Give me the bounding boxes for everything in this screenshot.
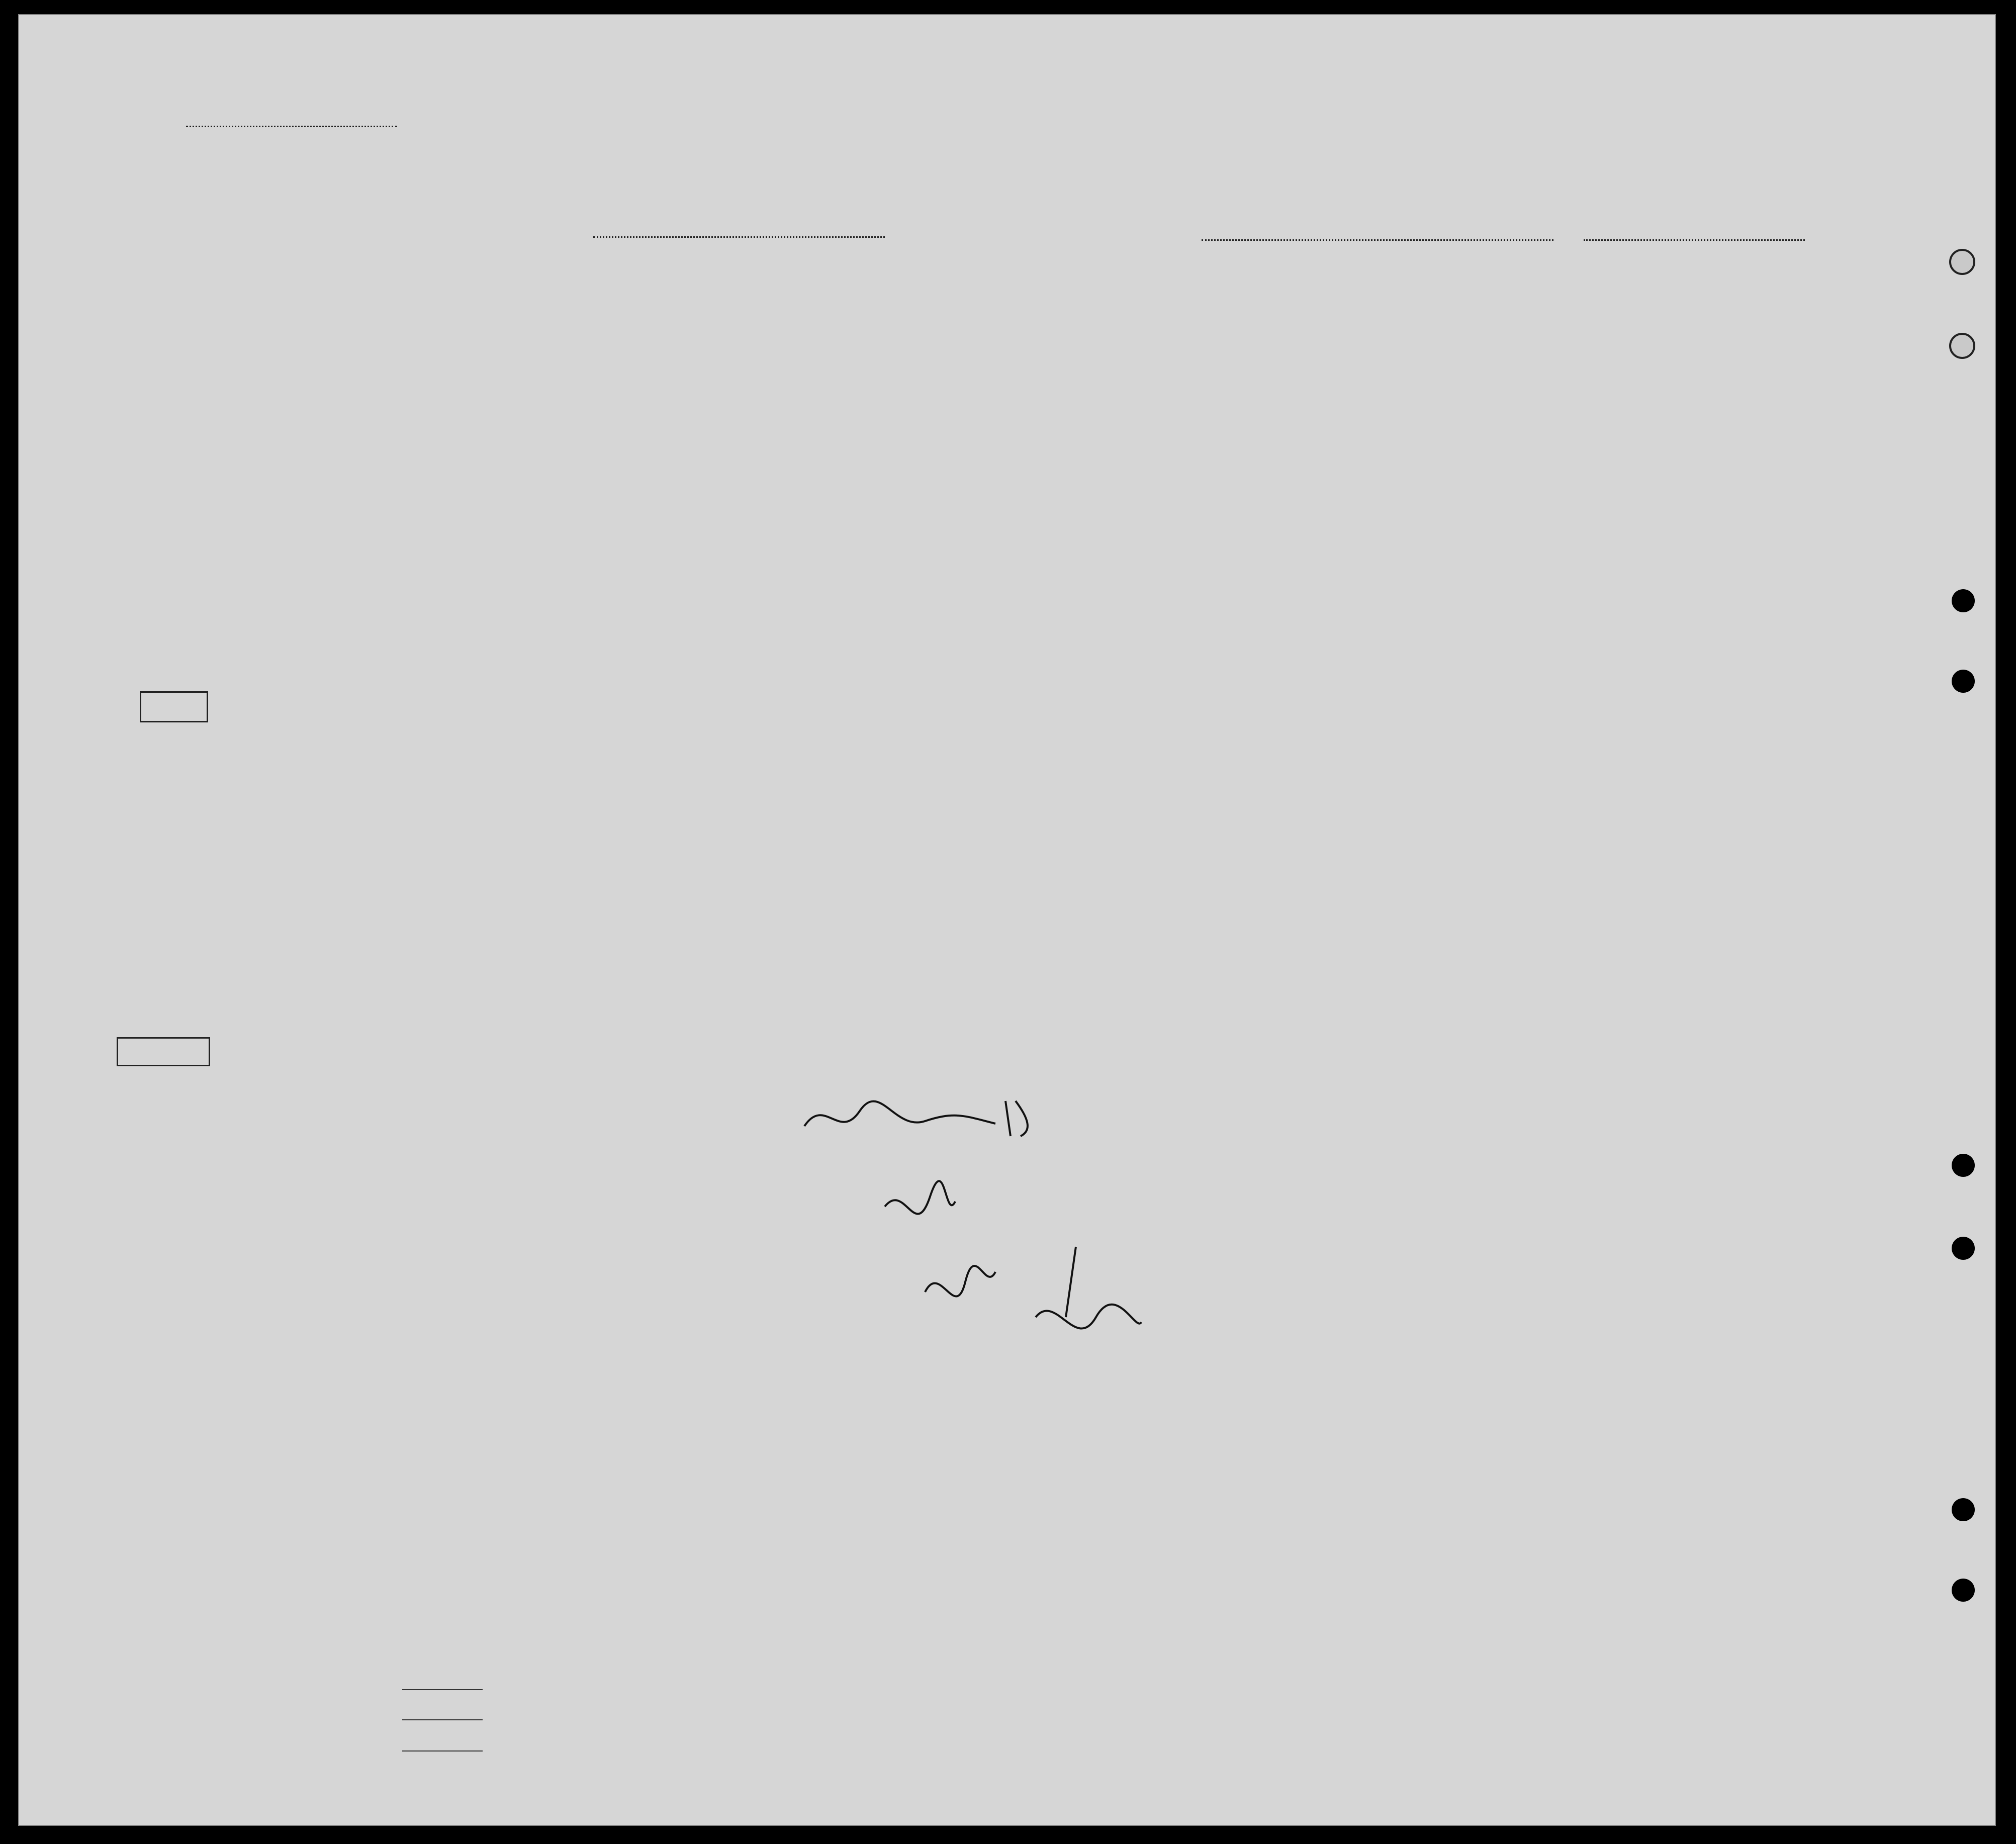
tax-stamp-box-2 bbox=[117, 1037, 210, 1066]
signature-scribbles bbox=[794, 1081, 1146, 1393]
binder-hole-1 bbox=[1952, 589, 1975, 612]
usc-line bbox=[402, 1719, 483, 1720]
binder-hole-2 bbox=[1952, 670, 1975, 693]
ship-underline bbox=[593, 236, 885, 238]
binder-hole-3 bbox=[1952, 1154, 1975, 1177]
binder-ring-2 bbox=[1949, 333, 1975, 359]
aliens-line bbox=[402, 1750, 483, 1751]
binder-hole-6 bbox=[1952, 1579, 1975, 1602]
binder-hole-4 bbox=[1952, 1237, 1975, 1260]
date-underline bbox=[1584, 239, 1805, 241]
port-underline bbox=[1202, 239, 1553, 241]
binder-ring-1 bbox=[1949, 249, 1975, 275]
manifest-sheet bbox=[18, 14, 1996, 1826]
binder-hole-5 bbox=[1952, 1498, 1975, 1521]
list-underline bbox=[186, 126, 397, 127]
total-line bbox=[402, 1689, 483, 1690]
tax-stamp-box-1 bbox=[140, 691, 208, 722]
